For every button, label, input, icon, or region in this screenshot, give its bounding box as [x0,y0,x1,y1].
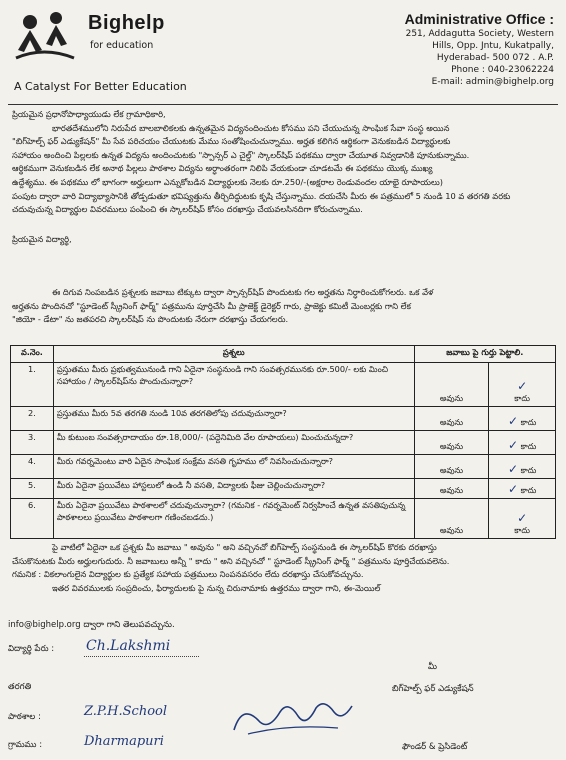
org-signature-name: బిగ్‌హెల్ప్ ఫర్ ఎడ్యుకేషన్ [392,684,474,694]
col-header-question: ప్రశ్నలు [53,346,414,363]
row-number: 1. [11,363,54,407]
salutation-headmaster: ప్రియమైన ప్రధానోపాధ్యాయుడు లేక గ్రామాధికారి, [12,109,166,119]
para-line: "జియో - డేటా" ను జతపరచి స్కాలర్‌షిప్ ను పొందుటకు నేరుగా దరఖాస్తు చేయగలరు. [12,314,289,325]
signature-icon [228,694,358,740]
checkmark-icon: ✓ [507,414,519,428]
row-question: మీరు ఏదైనా ప్రయివేటు హాస్టలులో ఉండి నీ వసతి, విద్యాలకు ఫీజు చెల్లించుచున్నారా? [53,479,414,499]
answer-no[interactable] [489,407,556,431]
contact-email: info@bighelp.org ద్వారా గాని తెలుపవచ్చును. [8,620,175,630]
para-line: పై వాటిలో ఏదైనా ఒక ప్రశ్నకు మీ జవాబు " అవును " అని వచ్చినచో బిగ్‌హెల్ప్ సంస్థనుండి ఈ స్కాలర్‌షిప్ కొరకు దరఖాస్తు [52,542,437,552]
table-row [11,363,556,407]
answer-yes[interactable]: అవును [414,479,489,499]
letter-instructions [12,286,554,327]
office-address [374,10,554,88]
answer-no[interactable] [489,363,556,407]
row-question: ప్రస్తుతము మీరు ప్రభుత్వమునుండి గాని ఏదైనా సంస్థనుండి గాని సంవత్సరమునకు రూ.500/- లకు మించి సహాయం / స్కాలర్‌షిప్‌ను పొందుచున్నారా? [53,363,414,407]
table-row [11,479,556,499]
row-number: 6. [11,499,54,539]
col-header-no: వ.నెం. [11,346,54,363]
row-number: 2. [11,407,54,431]
student-name-label: విద్యార్థి పేరు : [8,644,55,654]
answer-no[interactable] [489,499,556,539]
para-line: ఆర్థికముగా వెనుకబడిన లేక అనాథ పిల్లలు పాఠశాల విద్యను అర్ధాంతరంగా నిలిపి వేయకుండా చూడటమే ఈ పథకము యొక్క ముఖ్య [12,163,433,174]
office-line: Hyderabad- 500 072 . A.P. [436,53,554,63]
brand-name: Bighelp [88,12,165,34]
checkmark-icon: ✓ [507,462,519,476]
school-label: పాఠశాల : [8,712,41,722]
answer-no-label: కాదు [520,441,537,451]
answer-no[interactable] [489,479,556,499]
table-row [11,407,556,431]
village-value[interactable]: Dharmapuri [84,734,164,749]
table-row [11,431,556,455]
header-divider [8,104,558,105]
answer-no-label: కాదు [520,485,537,495]
para-line: ఉద్దేశ్యము. ఈ పథకము లో భాగంగా అర్హులుగా ఎన్నుకోబడిన విద్యార్థులకు నెలకు రూ.250/-(అక్షరాల రెండువందల యాభై రూపాయలు) [12,176,443,187]
answer-no[interactable] [489,455,556,479]
para-line: "బిగ్‌హెల్ప్ ఫర్ ఎడ్యుకేషన్" మీ సేవ పరిచయం చేయుటకు మేము సంతోషించుచున్నాము. అర్హత కలిగిన ఆర్థికంగా వెనుకబడిన విద్యార్థులకు [12,136,451,147]
office-title: Administrative Office : [404,11,554,27]
checkmark-icon: ✓ [517,511,528,525]
eligibility-table [10,345,556,539]
para-line: భారతదేశములోని నిరుపేద బాలబాలికలకు ఉన్నతమైన విద్యనందించుట కోసము పని చేయుచున్న సాంఘిక సేవా సంస్థ అయిన [52,122,450,133]
col-header-answer: జవాబు పై గుర్తు పెట్టాలి. [414,346,555,363]
answer-no-label: కాదు [514,525,531,535]
answer-yes[interactable]: అవును [414,455,489,479]
para-line: చేసుకొనుటకు మీరు అర్హులగుదురు. నీ జవాబులు అన్నీ " కాదు " అని వచ్చినచో " స్టూడెంట్ స్క్రీనింగ్ ఫార్మ్ " పత్రమును పూర్తిచేయవలెను. [12,555,450,566]
answer-yes[interactable]: అవును [414,431,489,455]
table-row [11,455,556,479]
bighelp-logo-icon [8,6,80,66]
row-question: మీరు గవర్నమెంటు వారి ఏదైన సాంఘిక సంక్షేమ వసతి గృహము లో నివసించుచున్నారా? [53,455,414,479]
para-line: గమనిక : వికలాంగులైన విద్యార్థుల కు ప్రత్యేక సహాయ పత్రములు నింపనవసరం లేదు దరఖాస్తు చేసుకోవచ్చును. [12,569,364,580]
row-question: ప్రస్తుతము మీరు 5వ తరగతి నుండి 10వ తరగతిలోపు చదువుచున్నారా? [53,407,414,431]
salutation-student: ప్రియమైన విద్యార్థి, [12,233,72,244]
answer-no-label: కాదు [520,465,537,475]
village-label: గ్రామము : [8,740,43,750]
underline [84,656,199,657]
brand-sub: for education [90,40,154,51]
office-line: 251, Addagutta Society, Western [405,29,554,39]
row-number: 4. [11,455,54,479]
answer-yes[interactable]: అవును [414,407,489,431]
row-question: మీరు ఏదైనా ప్రయివేటు పాఠశాలలో చదువుచున్నారా? (గమనిక - గవర్నమెంట్ నిర్వహించే ఉన్నత వసతిపుచున్న పాఠశాలలు ప్రయివేటు పాఠశాలగా గణించబడదు.) [53,499,414,539]
office-phone: Phone : 040-23062224 [451,65,554,75]
tagline: A Catalyst For Better Education [14,80,187,93]
founder-title: ఫౌండర్ & ప్రెసిడెంట్ [402,742,468,752]
answer-yes[interactable]: అవును [414,499,489,539]
answer-no[interactable] [489,431,556,455]
row-question: మీ కుటుంబ సంవత్సరాదాయం రూ.18,000/- (పద్దెనిమిది వేల రూపాయలు) మించుచున్నదా? [53,431,414,455]
office-line: Hills, Opp. Jntu, Kukatpally, [432,41,554,51]
answer-no-label: కాదు [520,417,537,427]
table-row [11,499,556,539]
office-email: E-mail: admin@bighelp.org [431,77,554,87]
student-name-value[interactable]: Ch.Lakshmi [86,638,171,654]
answer-yes[interactable]: అవును [414,363,489,407]
letter-closing-para [12,541,554,595]
checkmark-icon: ✓ [517,379,528,393]
para-line: ఇతర వివరములకు సంప్రదించు, ఫిర్యాదులకు పై నున్న చిరునామాకు ఉత్తరము ద్వారా గాని, ఈ-మెయిల్ [52,582,381,593]
letter-intro [12,108,554,246]
row-number: 3. [11,431,54,455]
table-header-row [11,346,556,363]
checkmark-icon: ✓ [507,482,519,496]
answer-no-label: కాదు [514,393,531,403]
para-line: చదువుచున్న విద్యార్థుల వివరములు పంపించి ఈ స్కాలర్‌షిప్ కోసం దరఖాస్తు చేయవలసినదిగా కోరుచున్నాము. [12,204,363,215]
para-line: పంపుట ద్వారా వారి విద్యాభ్యాసానికి తోడ్పడుతూ భవిష్యత్తును తీర్చిదిద్దుటకు కృషి చేస్తున్నాము. దయచేసి మీరు ఈ పత్రములో 5 నుండి 10 వ తరగతి వరకు [12,190,511,201]
closing-word: మీ [428,662,437,672]
para-line: అర్హతను పొందినచో "స్టూడెంట్ స్క్రీనింగ్ ఫార్మ్" పత్రమును పూర్తిచేసి మీ ప్రాజెక్ట్ డైరెక్టర్ గారు, ప్రాజెక్టు కమిటీ మెంబర్లకు గాని లేక [12,300,411,311]
row-number: 5. [11,479,54,499]
checkmark-icon: ✓ [507,438,519,452]
school-value[interactable]: Z.P.H.School [84,704,168,719]
para-line: ఈ దిగువ నింపబడిన ప్రశ్నలకు జవాబు టిక్కుట ద్వారా స్పాన్సర్‌షిప్ పొందుటకు గల అర్హతను నిర్ధారించుకోగలరు. ఒక వేళ [52,287,434,297]
para-line: సహాయం అందించి పిల్లలకు ఉన్నత విద్యను అందించుటకు "స్పాన్సర్ ఎ చైల్డ్" స్కాలర్‌షిప్ పథకము ద్వారా చేయూత నివ్వడానికి పూనుకున్నాము. [12,149,470,160]
class-label: తరగతి [8,682,32,692]
